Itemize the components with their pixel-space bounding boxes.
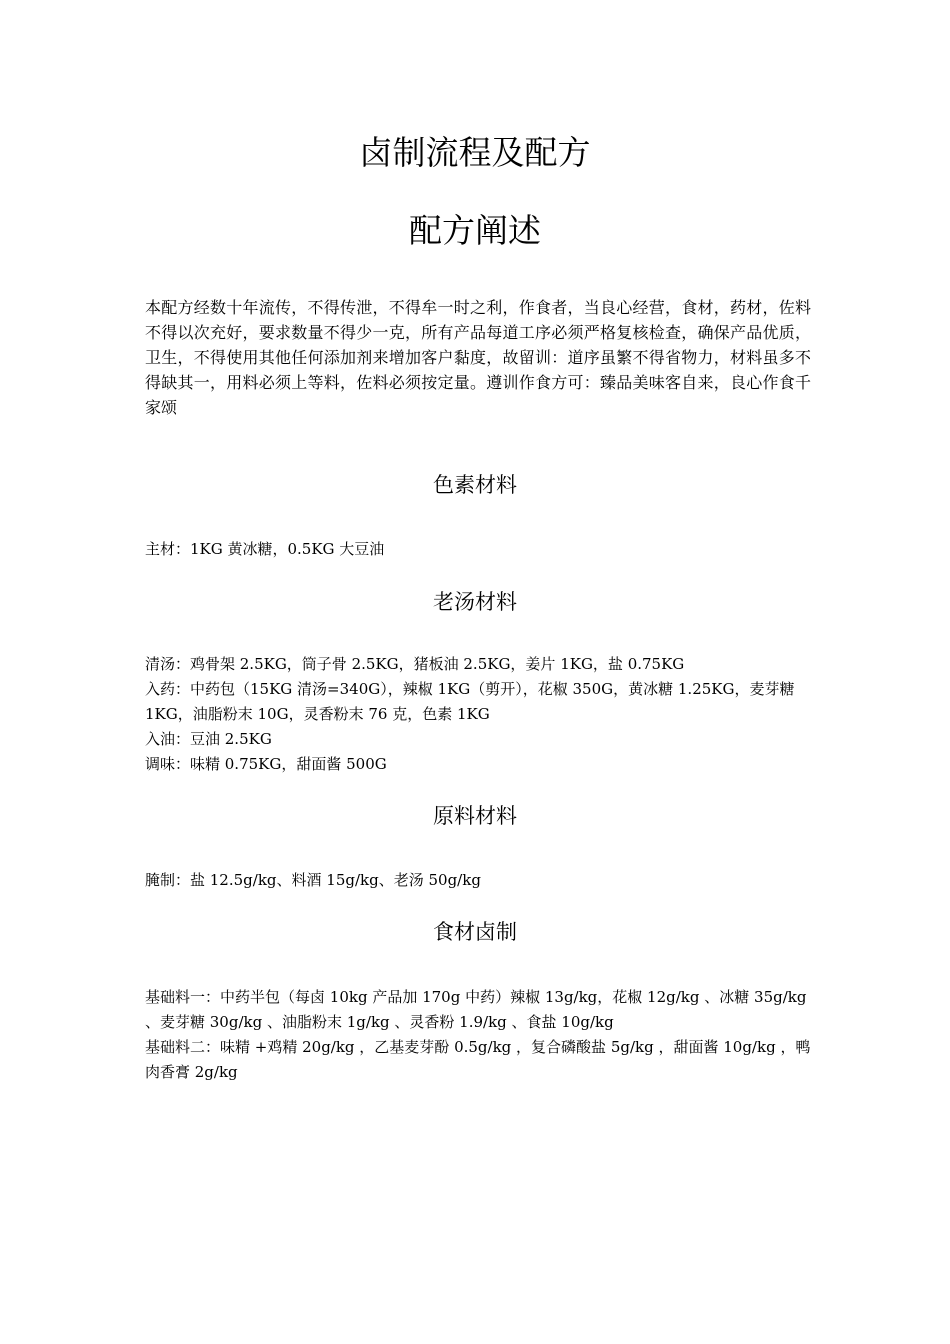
raw-materials-list [145, 868, 825, 893]
list-item: 清汤：鸡骨架 2.5KG，筒子骨 2.5KG，猪板油 2.5KG，姜片 1KG，盐 0.75KG [145, 655, 685, 673]
list-item: 入油：豆油 2.5KG [145, 730, 272, 748]
section-heading-raw: 原料材料 [433, 804, 517, 828]
stock-materials-list [145, 652, 825, 777]
document-title: 卤制流程及配方 [359, 133, 591, 172]
list-item: 腌制：盐 12.5g/kg、料酒 15g/kg、老汤 50g/kg [145, 871, 481, 889]
document-subtitle: 配方阐述 [409, 211, 541, 250]
section-heading-stock: 老汤材料 [433, 590, 517, 614]
list-item: 调味：味精 0.75KG，甜面酱 500G [145, 755, 387, 773]
intro-paragraph: 本配方经数十年流传，不得传泄，不得牟一时之利，作食者，当良心经营，食材，药材，佐料不得以次充好，要求数量不得少一克，所有产品每道工序必须严格复核检查，确保产品优质，卫生，不得使用其他任何添加剂来增加客户黏度，故留训：道序虽繁不得省物力，材料虽多不得缺其一，用料必须上等料，佐料必须按定量。遵训作食方可：臻品美味客自来，良心作食千家颂 [145, 298, 811, 417]
list-item: 基础料二：味精 +鸡精 20g/kg ，乙基麦芽酚 0.5g/kg ，复合磷酸盐 5g/kg ，甜面酱 10g/kg ，鸭肉香膏 2g/kg [145, 1038, 811, 1081]
color-materials-list [145, 537, 825, 562]
section-heading-color: 色素材料 [433, 473, 517, 497]
list-item: 入药：中药包（15KG 清汤=340G），辣椒 1KG（剪开），花椒 350G，黄冰糖 1.25KG，麦芽糖 1KG，油脂粉末 10G，灵香粉末 76 克，色素 1KG [145, 680, 795, 723]
list-item: 主材：1KG 黄冰糖，0.5KG 大豆油 [145, 540, 385, 558]
section-heading-braise: 食材卤制 [433, 920, 517, 944]
list-item: 基础料一：中药半包（每卤 10kg 产品加 170g 中药）辣椒 13g/kg，花椒 12g/kg 、冰糖 35g/kg 、麦芽糖 30g/kg 、油脂粉末 1g/kg 、灵香粉 1.9/kg 、食盐 10g/kg [145, 988, 807, 1031]
braise-materials-list [145, 985, 825, 1085]
